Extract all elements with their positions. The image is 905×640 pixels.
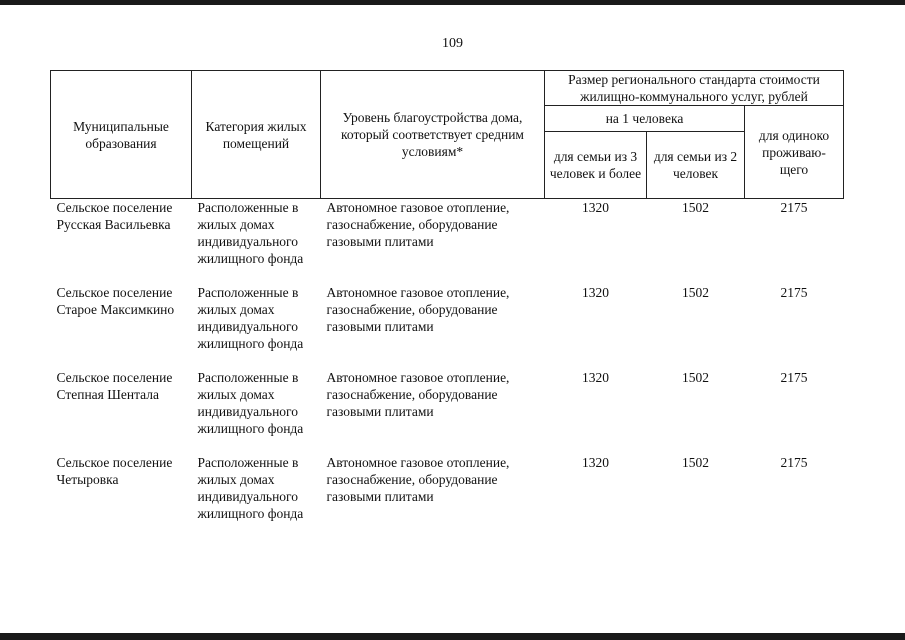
- cell-family-2: 1502: [682, 454, 709, 470]
- cell-municipality: Сельское поселение Русская Васильевка: [56, 200, 173, 232]
- table-row: [51, 284, 844, 369]
- cell-municipality: Сельское поселение Старое Максимкино: [56, 284, 175, 317]
- cell-municipality: Сельское поселение Степная Шентала: [56, 369, 173, 402]
- cell-municipality: Сельское поселение Четыровка: [56, 454, 173, 487]
- cell-single: 2175: [780, 369, 808, 385]
- cell-family-2: 1502: [682, 284, 709, 300]
- cell-family-3plus: 1320: [582, 454, 609, 470]
- cell-category: Расположенные в жилых домах индивидуального жилищного фонда: [197, 369, 304, 436]
- cell-family-2: 1502: [682, 200, 709, 215]
- cell-level: Автономное газовое отопление, газоснабжение, оборудование газовыми плитами: [326, 369, 510, 419]
- header-per-person: на 1 человека: [545, 106, 745, 132]
- table-row: [51, 199, 844, 284]
- cell-single: 2175: [780, 454, 808, 470]
- page-number: 109: [442, 36, 463, 51]
- cell-single: 2175: [780, 200, 808, 215]
- header-family-3plus: для семьи из 3 человек и более: [545, 132, 647, 199]
- cell-category: Расположенные в жилых домах индивидуального жилищного фонда: [197, 284, 304, 351]
- cell-single: 2175: [780, 284, 808, 300]
- cell-family-3plus: 1320: [582, 200, 609, 215]
- cell-family-3plus: 1320: [582, 284, 609, 300]
- top-border-rule: [0, 0, 905, 5]
- header-family-2: для семьи из 2 человек: [647, 132, 745, 199]
- header-level: Уровень благоустройства дома, который соответствует средним условиям*: [321, 71, 545, 199]
- bottom-border-rule: [0, 633, 905, 640]
- cell-family-2: 1502: [682, 369, 709, 385]
- header-category: Категория жилых помещений: [192, 71, 321, 199]
- cell-level: Автономное газовое отопление, газоснабжение, оборудование газовыми плитами: [326, 284, 510, 334]
- table-row: [51, 369, 844, 454]
- header-municipality: Муниципальные образования: [51, 71, 192, 199]
- header-standard-size: Размер регионального стандарта стоимости жилищно-коммунального услуг, рублей: [545, 71, 844, 106]
- cell-level: Автономное газовое отопление, газоснабжение, оборудование газовыми плитами: [326, 454, 510, 504]
- cell-family-3plus: 1320: [582, 369, 609, 385]
- header-single: для одиноко проживаю-щего: [745, 106, 844, 199]
- cell-level: Автономное газовое отопление, газоснабжение, оборудование газовыми плитами: [326, 200, 510, 249]
- cell-category: Расположенные в жилых домах индивидуального жилищного фонда: [197, 454, 304, 521]
- table-row: [51, 454, 844, 549]
- tariff-table: [50, 70, 844, 549]
- cell-category: Расположенные в жилых домах индивидуального жилищного фонда: [197, 200, 304, 266]
